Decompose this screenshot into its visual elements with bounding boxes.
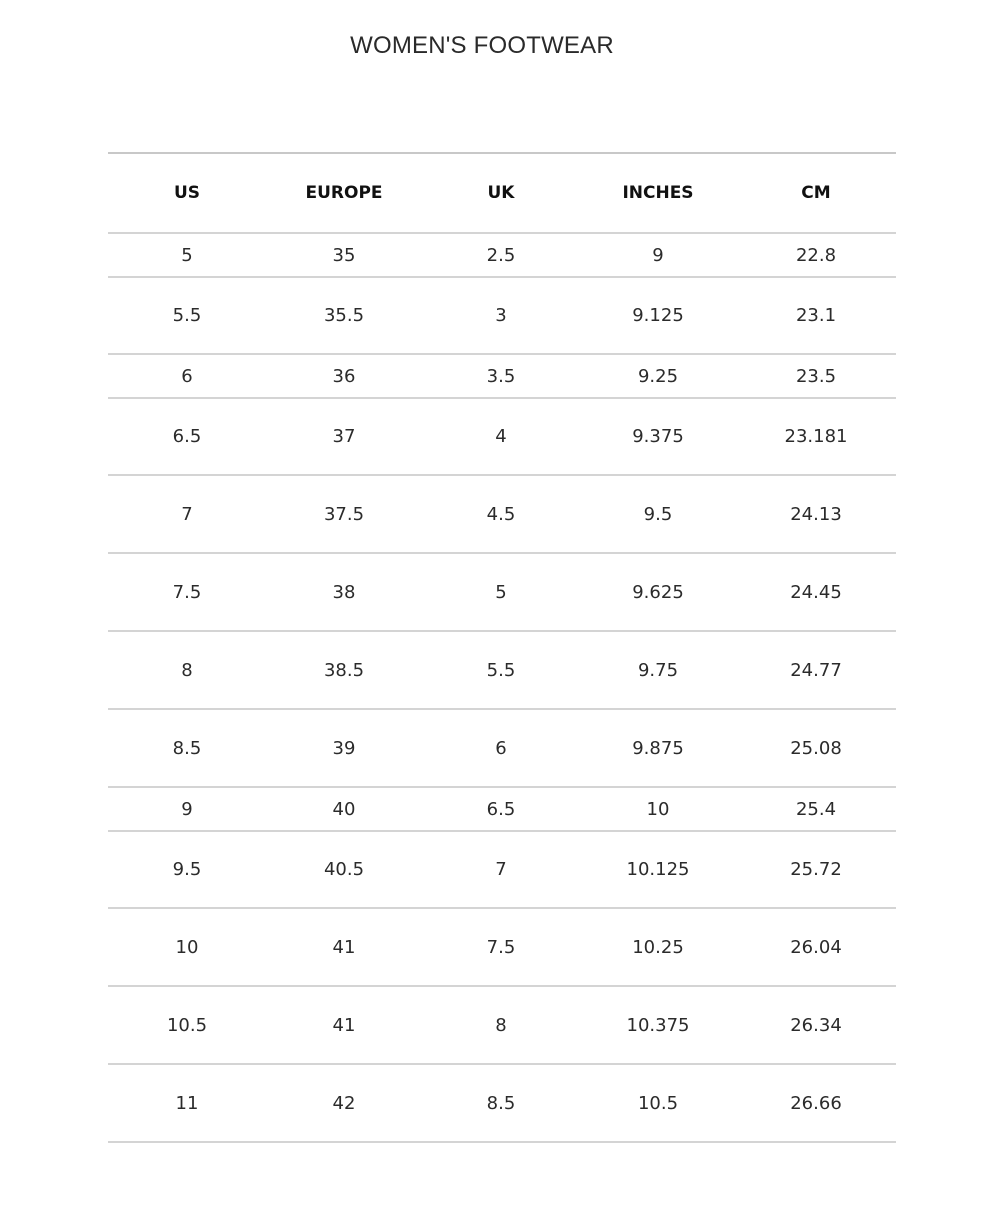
cell-us: 9 (181, 798, 193, 820)
cell-us: 7.5 (172, 581, 202, 603)
cell-inches: 9.5 (643, 503, 673, 525)
table-row (108, 554, 896, 632)
cell-inches: 9.25 (637, 365, 679, 387)
table-row (108, 987, 896, 1065)
cell-uk: 7.5 (486, 936, 516, 958)
cell-cm: 24.45 (790, 581, 842, 603)
cell-europe: 35 (332, 244, 356, 266)
cell-us: 10 (175, 936, 199, 958)
cell-europe: 40 (332, 798, 356, 820)
cell-europe: 38 (332, 581, 356, 603)
cell-uk: 5.5 (486, 659, 516, 681)
cell-us: 5.5 (172, 305, 202, 326)
cell-inches: 10.375 (626, 1014, 690, 1036)
cell-europe: 38.5 (323, 659, 365, 681)
table-row (108, 476, 896, 554)
cell-cm: 23.1 (795, 305, 837, 326)
cell-cm: 25.72 (790, 859, 842, 880)
cell-us: 7 (181, 503, 193, 525)
cell-cm: 22.8 (795, 244, 837, 266)
cell-inches: 9.75 (637, 659, 679, 681)
table-row (108, 399, 896, 476)
table-row (108, 788, 896, 832)
cell-europe: 41 (332, 1014, 356, 1036)
cell-us: 8.5 (172, 737, 202, 759)
cell-uk: 6 (495, 737, 507, 759)
cell-us: 11 (175, 1092, 199, 1114)
cell-us: 5 (181, 244, 193, 266)
cell-cm: 26.34 (790, 1014, 842, 1036)
cell-europe: 37 (332, 426, 356, 447)
cell-inches: 10.125 (626, 859, 690, 880)
cell-inches: 10.25 (632, 936, 684, 958)
cell-us: 9.5 (172, 859, 202, 880)
page-title: WOMEN'S FOOTWEAR (350, 32, 614, 59)
cell-inches: 9.625 (632, 581, 684, 603)
cell-cm: 23.5 (795, 365, 837, 387)
cell-europe: 40.5 (323, 859, 365, 880)
cell-cm: 25.4 (795, 798, 837, 820)
cell-inches: 9.875 (632, 737, 684, 759)
cell-inches: 10.5 (637, 1092, 679, 1114)
cell-uk: 8.5 (486, 1092, 516, 1114)
column-header-uk: UK (487, 183, 515, 203)
cell-uk: 7 (495, 859, 507, 880)
cell-europe: 42 (332, 1092, 356, 1114)
table-row (108, 632, 896, 710)
table-row (108, 278, 896, 355)
cell-europe: 39 (332, 737, 356, 759)
cell-cm: 24.13 (790, 503, 842, 525)
table-row (108, 832, 896, 909)
cell-inches: 9.375 (632, 426, 684, 447)
cell-us: 8 (181, 659, 193, 681)
table-row (108, 710, 896, 788)
cell-uk: 4 (495, 426, 507, 447)
cell-uk: 3 (495, 305, 507, 326)
table-header-row (108, 154, 896, 234)
cell-us: 10.5 (166, 1014, 208, 1036)
column-header-us: US (173, 183, 201, 203)
cell-uk: 2.5 (486, 244, 516, 266)
cell-uk: 3.5 (486, 365, 516, 387)
cell-inches: 9.125 (632, 305, 684, 326)
cell-europe: 35.5 (323, 305, 365, 326)
table-row (108, 909, 896, 987)
cell-uk: 6.5 (486, 798, 516, 820)
column-header-cm: CM (801, 183, 831, 203)
cell-europe: 36 (332, 365, 356, 387)
cell-inches: 10 (646, 798, 670, 820)
cell-cm: 24.77 (790, 659, 842, 681)
table-row (108, 355, 896, 399)
cell-uk: 8 (495, 1014, 507, 1036)
cell-europe: 37.5 (323, 503, 365, 525)
cell-us: 6 (181, 365, 193, 387)
cell-cm: 26.04 (790, 936, 842, 958)
column-header-europe: EUROPE (305, 183, 383, 203)
cell-cm: 23.181 (784, 426, 848, 447)
table-row (108, 234, 896, 278)
table-row (108, 1065, 896, 1143)
column-header-inches: INCHES (622, 183, 694, 203)
cell-uk: 5 (495, 581, 507, 603)
size-chart-table (108, 152, 896, 1143)
cell-europe: 41 (332, 936, 356, 958)
cell-inches: 9 (652, 244, 664, 266)
cell-cm: 25.08 (790, 737, 842, 759)
cell-us: 6.5 (172, 426, 202, 447)
cell-uk: 4.5 (486, 503, 516, 525)
cell-cm: 26.66 (790, 1092, 842, 1114)
